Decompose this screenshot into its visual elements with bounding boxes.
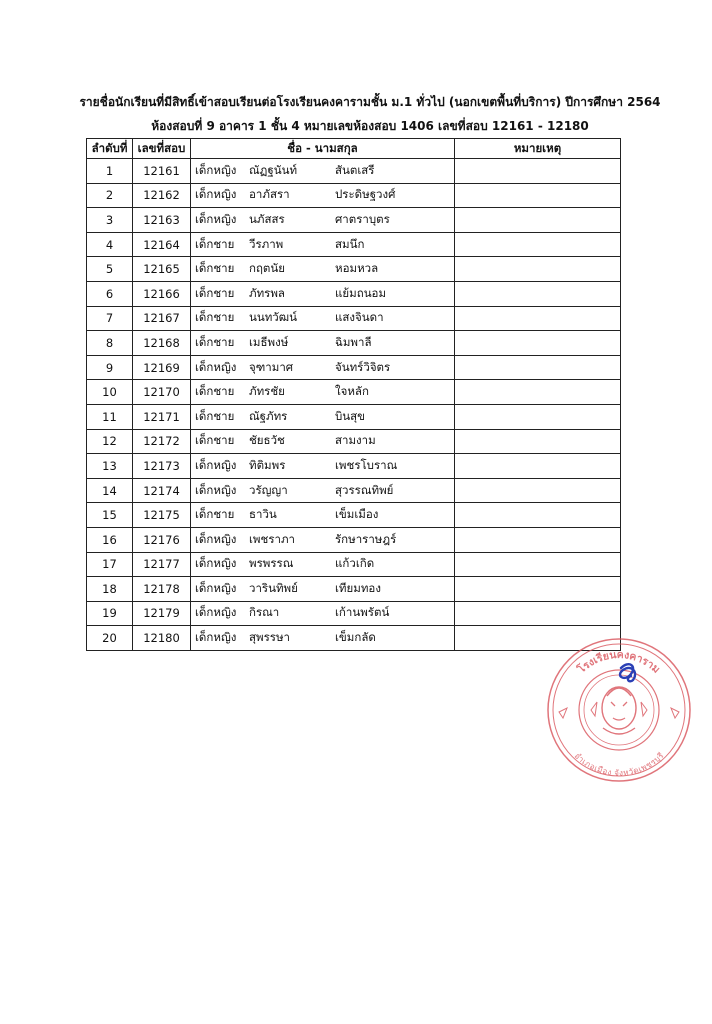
order-cell: 4 (87, 232, 133, 257)
order-cell: 2 (87, 183, 133, 208)
remarks-cell (455, 552, 621, 577)
title-prefix: เด็กหญิง (195, 580, 237, 595)
first-name: เมธีพงษ์ (249, 334, 289, 349)
last-name: ใจหลัก (335, 384, 369, 399)
last-name: เข็มเมือง (335, 507, 379, 522)
full-name-cell (191, 281, 455, 306)
order-cell: 10 (87, 380, 133, 405)
exam-number-cell: 12180 (133, 626, 191, 651)
title-prefix: เด็กหญิง (195, 605, 237, 620)
last-name: แก้วเกิด (335, 556, 375, 571)
first-name: นนทวัฒน์ (249, 310, 298, 325)
exam-number-cell: 12166 (133, 281, 191, 306)
title-prefix: เด็กหญิง (195, 457, 237, 472)
first-name: ณัฏฐนันท์ (249, 162, 298, 177)
remarks-cell (455, 257, 621, 282)
order-cell: 6 (87, 281, 133, 306)
remarks-cell (455, 429, 621, 454)
last-name: เทียมทอง (335, 580, 381, 595)
full-name-cell (191, 306, 455, 331)
exam-number-cell: 12177 (133, 552, 191, 577)
full-name-cell (191, 355, 455, 380)
title-prefix: เด็กหญิง (195, 482, 237, 497)
order-cell: 15 (87, 503, 133, 528)
first-name: ทิติมพร (249, 457, 286, 472)
remarks-cell (455, 331, 621, 356)
order-cell: 14 (87, 478, 133, 503)
title-prefix: เด็กชาย (195, 236, 235, 251)
title-prefix: เด็กหญิง (195, 162, 237, 177)
table-row (87, 454, 621, 479)
remarks-cell (455, 454, 621, 479)
exam-number-cell: 12162 (133, 183, 191, 208)
first-name: ภัทรพล (249, 285, 285, 300)
last-name: จันทร์วิจิตร (335, 359, 391, 374)
signature-scribble (620, 664, 635, 681)
order-cell: 16 (87, 527, 133, 552)
exam-number-cell: 12179 (133, 601, 191, 626)
exam-number-cell: 12175 (133, 503, 191, 528)
exam-number-cell: 12173 (133, 454, 191, 479)
full-name-cell (191, 601, 455, 626)
order-cell: 20 (87, 626, 133, 651)
table-row (87, 331, 621, 356)
remarks-cell (455, 577, 621, 602)
exam-number-cell: 12170 (133, 380, 191, 405)
title-prefix: เด็กชาย (195, 310, 235, 325)
exam-room-info: ห้องสอบที่ 9 อาคาร 1 ชั้น 4 หมายเลขห้องสอบ 1406 เลขที่สอบ 12161 - 12180 (151, 119, 589, 133)
exam-number-cell: 12178 (133, 577, 191, 602)
title-prefix: เด็กชาย (195, 384, 235, 399)
title-prefix: เด็กหญิง (195, 211, 237, 226)
title-prefix: เด็กหญิง (195, 187, 237, 202)
title-prefix: เด็กชาย (195, 285, 235, 300)
first-name: สุพรรษา (249, 630, 290, 645)
remarks-cell (455, 404, 621, 429)
last-name: หอมหวล (335, 261, 379, 276)
remarks-cell (455, 601, 621, 626)
first-name: ณัฐภัทร (249, 408, 288, 423)
full-name-cell (191, 208, 455, 233)
col-header-full-name: ชื่อ - นามสกุล (191, 139, 455, 159)
table-row (87, 478, 621, 503)
first-name: วีรภาพ (249, 236, 284, 251)
first-name: เพชราภา (249, 531, 295, 546)
title-prefix: เด็กหญิง (195, 359, 237, 374)
remarks-cell (455, 306, 621, 331)
full-name-cell (191, 527, 455, 552)
last-name: แย้มถนอม (335, 285, 387, 300)
table-row (87, 183, 621, 208)
title-prefix: เด็กชาย (195, 507, 235, 522)
full-name-cell (191, 380, 455, 405)
table-row (87, 626, 621, 651)
first-name: กิรณา (249, 605, 280, 620)
exam-number-cell: 12165 (133, 257, 191, 282)
exam-number-cell: 12172 (133, 429, 191, 454)
col-header-order: ลำดับที่ (87, 139, 133, 159)
last-name: สมนึก (335, 236, 365, 251)
student-list-table (86, 138, 621, 651)
title-prefix: เด็กชาย (195, 433, 235, 448)
order-cell: 12 (87, 429, 133, 454)
svg-text:โรงเรียนคงคาราม (574, 649, 662, 677)
full-name-cell (191, 503, 455, 528)
order-cell: 7 (87, 306, 133, 331)
first-name: ภัทรชัย (249, 384, 285, 399)
exam-number-cell: 12171 (133, 404, 191, 429)
table-row (87, 306, 621, 331)
stamp-bottom-text: อำเภอเมือง จังหวัดเพชรบุรี (572, 751, 666, 778)
first-name: อาภัสรา (249, 187, 290, 202)
first-name: นภัสสร (249, 211, 285, 226)
full-name-cell (191, 429, 455, 454)
table-header-row (87, 139, 621, 159)
last-name: เพชรโบราณ (335, 457, 398, 472)
table-row (87, 601, 621, 626)
exam-number-cell: 12164 (133, 232, 191, 257)
table-row (87, 429, 621, 454)
title-prefix: เด็กชาย (195, 408, 235, 423)
first-name: วรัญญา (249, 482, 288, 497)
title-prefix: เด็กหญิง (195, 531, 237, 546)
remarks-cell (455, 183, 621, 208)
exam-number-cell: 12174 (133, 478, 191, 503)
exam-number-cell: 12161 (133, 159, 191, 184)
order-cell: 9 (87, 355, 133, 380)
last-name: สันตเสรี (335, 162, 375, 177)
order-cell: 11 (87, 404, 133, 429)
school-seal-stamp (545, 636, 693, 784)
stamp-top-text: โรงเรียนคงคาราม (575, 648, 663, 676)
exam-number-cell: 12163 (133, 208, 191, 233)
last-name: ประดิษฐวงศ์ (335, 187, 396, 202)
title-prefix: เด็กหญิง (195, 556, 237, 571)
title-prefix: เด็กชาย (195, 334, 235, 349)
col-header-exam-number: เลขที่สอบ (133, 139, 191, 159)
table-row (87, 552, 621, 577)
full-name-cell (191, 454, 455, 479)
full-name-cell (191, 404, 455, 429)
full-name-cell (191, 478, 455, 503)
remarks-cell (455, 208, 621, 233)
last-name: เก้านพรัตน์ (335, 605, 390, 620)
remarks-cell (455, 503, 621, 528)
last-name: เข็มกลัด (335, 630, 376, 645)
table-row (87, 281, 621, 306)
remarks-cell (455, 232, 621, 257)
exam-number-cell: 12167 (133, 306, 191, 331)
order-cell: 18 (87, 577, 133, 602)
full-name-cell (191, 257, 455, 282)
table-row (87, 208, 621, 233)
table-row (87, 404, 621, 429)
table-row (87, 232, 621, 257)
first-name: ธาวิน (249, 507, 277, 522)
table-row (87, 380, 621, 405)
order-cell: 19 (87, 601, 133, 626)
title-prefix: เด็กหญิง (195, 630, 237, 645)
full-name-cell (191, 183, 455, 208)
first-name: ชัยธวัช (249, 433, 285, 448)
last-name: รักษาราษฎร์ (335, 531, 397, 546)
last-name: ฉิมพาลี (335, 334, 372, 349)
table-row (87, 503, 621, 528)
table-row (87, 257, 621, 282)
table-row (87, 527, 621, 552)
table-row (87, 159, 621, 184)
first-name: จุฑามาศ (249, 359, 294, 374)
full-name-cell (191, 552, 455, 577)
title-prefix: เด็กชาย (195, 261, 235, 276)
full-name-cell (191, 159, 455, 184)
last-name: ศาตราบุตร (335, 211, 390, 226)
remarks-cell (455, 281, 621, 306)
first-name: วารินทิพย์ (249, 580, 298, 595)
last-name: สามงาม (335, 433, 376, 448)
table-row (87, 577, 621, 602)
order-cell: 13 (87, 454, 133, 479)
col-header-remarks: หมายเหตุ (455, 139, 621, 159)
remarks-cell (455, 159, 621, 184)
order-cell: 5 (87, 257, 133, 282)
order-cell: 8 (87, 331, 133, 356)
last-name: สุวรรณทิพย์ (335, 482, 394, 497)
last-name: บินสุข (335, 408, 366, 423)
remarks-cell (455, 478, 621, 503)
table-row (87, 355, 621, 380)
remarks-cell (455, 527, 621, 552)
exam-number-cell: 12168 (133, 331, 191, 356)
first-name: พรพรรณ (249, 556, 294, 571)
exam-number-cell: 12176 (133, 527, 191, 552)
table-body (87, 159, 621, 651)
remarks-cell (455, 380, 621, 405)
remarks-cell (455, 355, 621, 380)
last-name: แสงจินดา (335, 310, 384, 325)
full-name-cell (191, 626, 455, 651)
order-cell: 17 (87, 552, 133, 577)
first-name: กฤตนัย (249, 261, 285, 276)
full-name-cell (191, 331, 455, 356)
order-cell: 1 (87, 159, 133, 184)
full-name-cell (191, 577, 455, 602)
full-name-cell (191, 232, 455, 257)
order-cell: 3 (87, 208, 133, 233)
exam-number-cell: 12169 (133, 355, 191, 380)
document-title: รายชื่อนักเรียนที่มีสิทธิ์เข้าสอบเรียนต่อโรงเรียนคงคารามชั้น ม.1 ทั่วไป (นอกเขตพื้นที่บริการ) ปีการศึกษา 2564 (79, 95, 661, 109)
